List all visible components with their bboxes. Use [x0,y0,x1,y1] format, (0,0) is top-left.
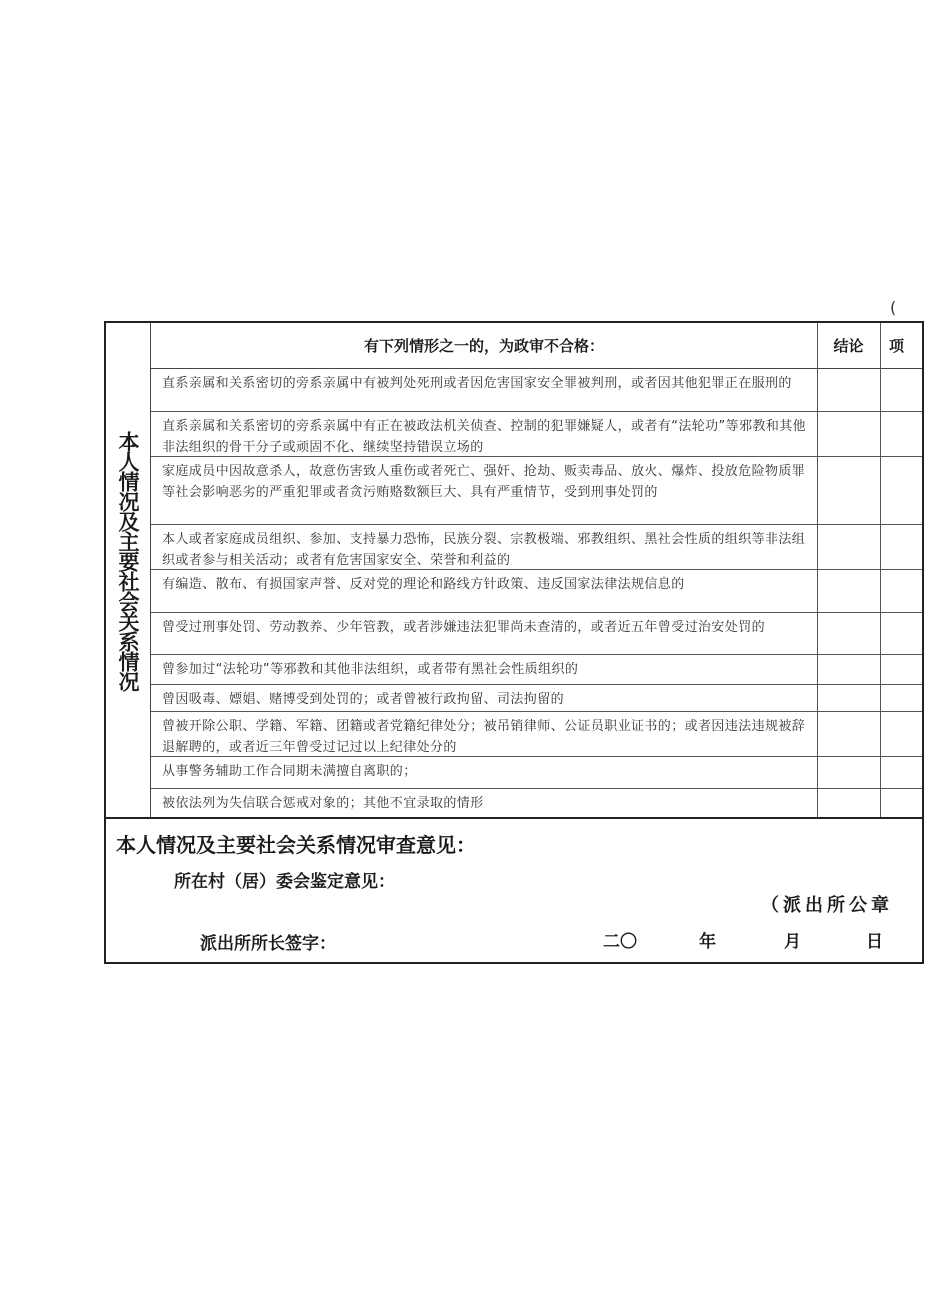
header-extra: 项 [889,337,905,355]
date-day: 日 [866,932,883,952]
criteria-text: 曾参加过“法轮功”等邪教和其他非法组织，或者带有黑社会性质组织的 [162,662,579,677]
corner-paren: ( [890,298,897,317]
criteria-text: 曾因吸毒、嫖娼、赌博受到处罚的；或者曾被行政拘留、司法拘留的 [162,692,565,707]
header-title: 有下列情形之一的，为政审不合格： [363,337,604,355]
criteria-text: 被依法列为失信联合惩戒对象的；其他不宜录取的情形 [162,796,484,811]
criteria-row [151,712,922,757]
criteria-text: 直系亲属和关系密切的旁系亲属中有正在被政法机关侦查、控制的犯罪嫌疑人，或者有“法轮功”等邪教和其他非法组织的骨干分子或顽固不化、继续坚持错误立场的 [162,419,807,455]
criteria-row [151,570,922,613]
village-opinion-label: 所在村（居）委会鉴定意见： [174,872,395,892]
criteria-row [151,655,922,685]
criteria-row [151,525,922,570]
header-row [151,323,922,369]
police-station-seal-label: （派出所公章 [761,895,893,916]
criteria-text: 曾被开除公职、学籍、军籍、团籍或者党籍纪律处分；被吊销律师、公证员职业证书的；或者因违法违规被辞退解聘的，或者近三年曾受过记过以上纪律处分的 [162,719,806,755]
criteria-row [151,457,922,525]
criteria-text: 直系亲属和关系密切的旁系亲属中有被判处死刑或者因危害国家安全罪被判刑，或者因其他犯罪正在服刑的 [162,376,792,391]
criteria-row [151,789,922,817]
criteria-row [151,412,922,457]
side-column [106,323,151,817]
date-year: 年 [699,932,716,952]
criteria-row [151,613,922,655]
opinion-title: 本人情况及主要社会关系情况审查意见： [116,833,476,857]
director-signature-label: 派出所所长签字： [200,934,336,954]
side-title: 本人情况及主要社会关系情况 [116,431,140,691]
criteria-text: 曾受过刑事处罚、劳动教养、少年管教，或者涉嫌违法犯罪尚未查清的，或者近五年曾受过治安处罚的 [162,620,766,635]
political-review-table [104,321,924,964]
criteria-row [151,685,922,712]
criteria-text: 从事警务辅助工作合同期未满擅自离职的； [162,764,417,779]
criteria-row [151,369,922,412]
header-conclusion: 结论 [833,337,864,355]
criteria-text: 家庭成员中因故意杀人，故意伤害致人重伤或者死亡、强奸、抢劫、贩卖毒品、放火、爆炸、投放危险物质罪等社会影响恶劣的严重犯罪或者贪污贿赂数额巨大、具有严重情节，受到刑事处罚的 [162,464,806,500]
criteria-row [151,757,922,789]
criteria-text: 本人或者家庭成员组织、参加、支持暴力恐怖，民族分裂、宗教极端、邪教组织、黑社会性质的组织等非法组织或者参与相关活动；或者有危害国家安全、荣誉和利益的 [162,532,806,568]
criteria-text: 有编造、散布、有损国家声誉、反对党的理论和路线方针政策、违反国家法律法规信息的 [162,577,685,592]
date-month: 月 [784,932,801,952]
review-opinion-section [106,817,922,964]
date-prefix: 二〇 [603,932,637,952]
